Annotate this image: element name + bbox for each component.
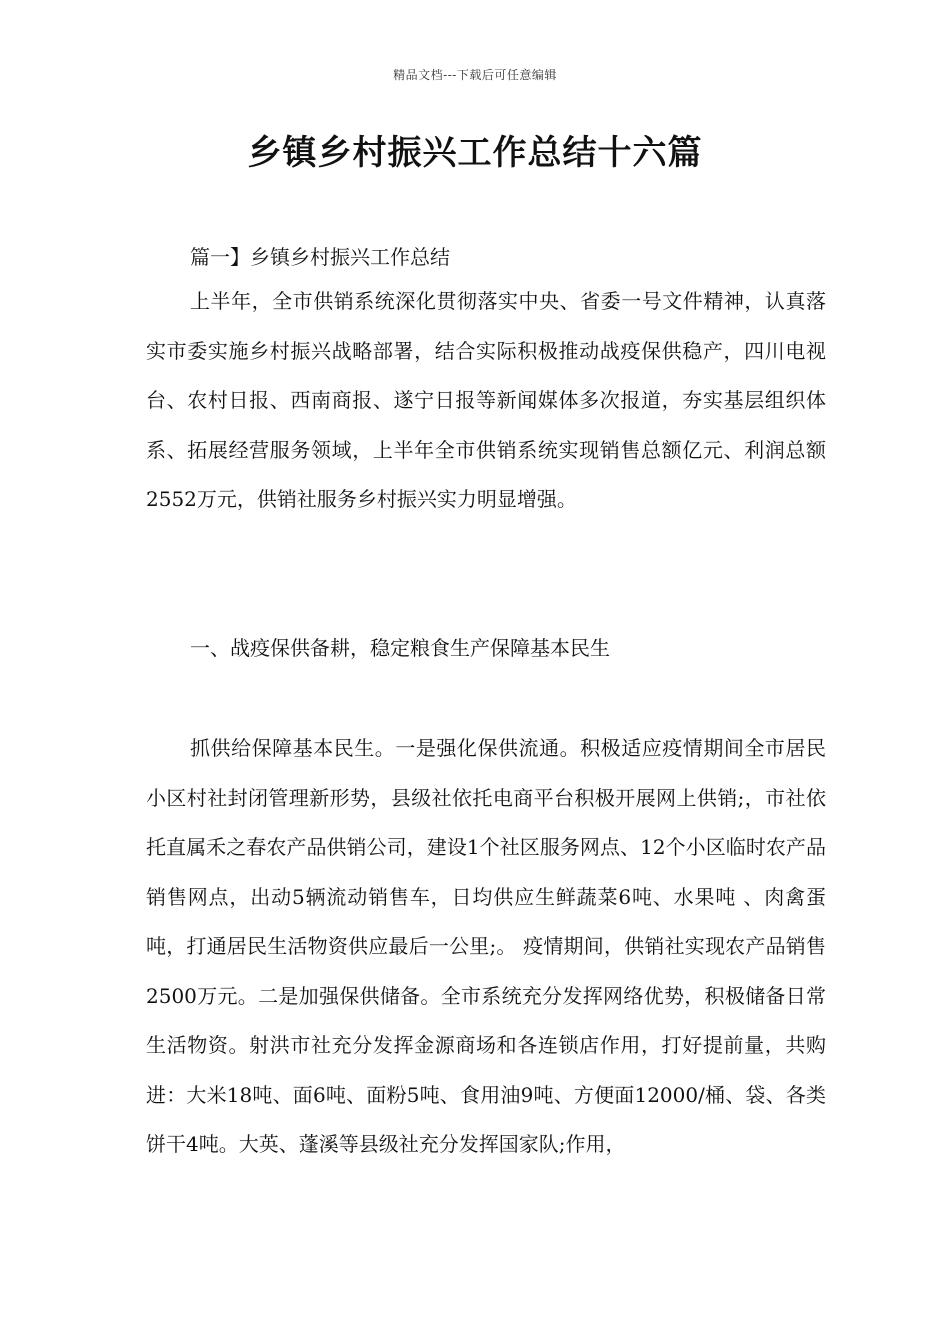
document-title: 乡镇乡村振兴工作总结十六篇 <box>247 133 703 173</box>
paragraph-2: 抓供给保障基本民生。一是强化保供流通。积极适应疫情期间全市居民小区村社封闭管理新形势，县级社依托电商平台积极开展网上供销;，市社依托直属禾之春农产品供销公司，建设1个社区服务网点、12个小区临时农产品销售网点，出动5辆流动销售车，日均供应生鲜蔬菜6吨、水果吨 、肉禽蛋吨，打通居民生活物资供应最后一公里;。 疫情期间，供销社实现农产品销售2500万元。二是加强保供储备。全市系统充分发挥网络优势，积极储备日常生活物资。射洪市社充分发挥金源商场和各连锁店作用，打好提前量，共购进：大米18吨、面6吨、面粉5吨、食用油9吨、方便面12000/桶、袋、各类饼干4吨。大英、蓬溪等县级社充分发挥国家队;作用， <box>146 736 826 1156</box>
section-heading: 篇一】乡镇乡村振兴工作总结 <box>190 245 450 269</box>
header-note: 精品文档---下载后可任意编辑 <box>393 68 557 82</box>
paragraph-1: 上半年，全市供销系统深化贯彻落实中央、省委一号文件精神，认真落实市委实施乡村振兴战略部署，结合实际积极推动战疫保供稳产，四川电视台、农村日报、西南商报、遂宁日报等新闻媒体多次报道，夯实基层组织体系、拓展经营服务领域，上半年全市供销系统实现销售总额亿元、利润总额2552万元，供销社服务乡村振兴实力明显增强。 <box>146 289 826 511</box>
subheading-1: 一、战疫保供备耕，稳定粮食生产保障基本民生 <box>190 636 610 660</box>
